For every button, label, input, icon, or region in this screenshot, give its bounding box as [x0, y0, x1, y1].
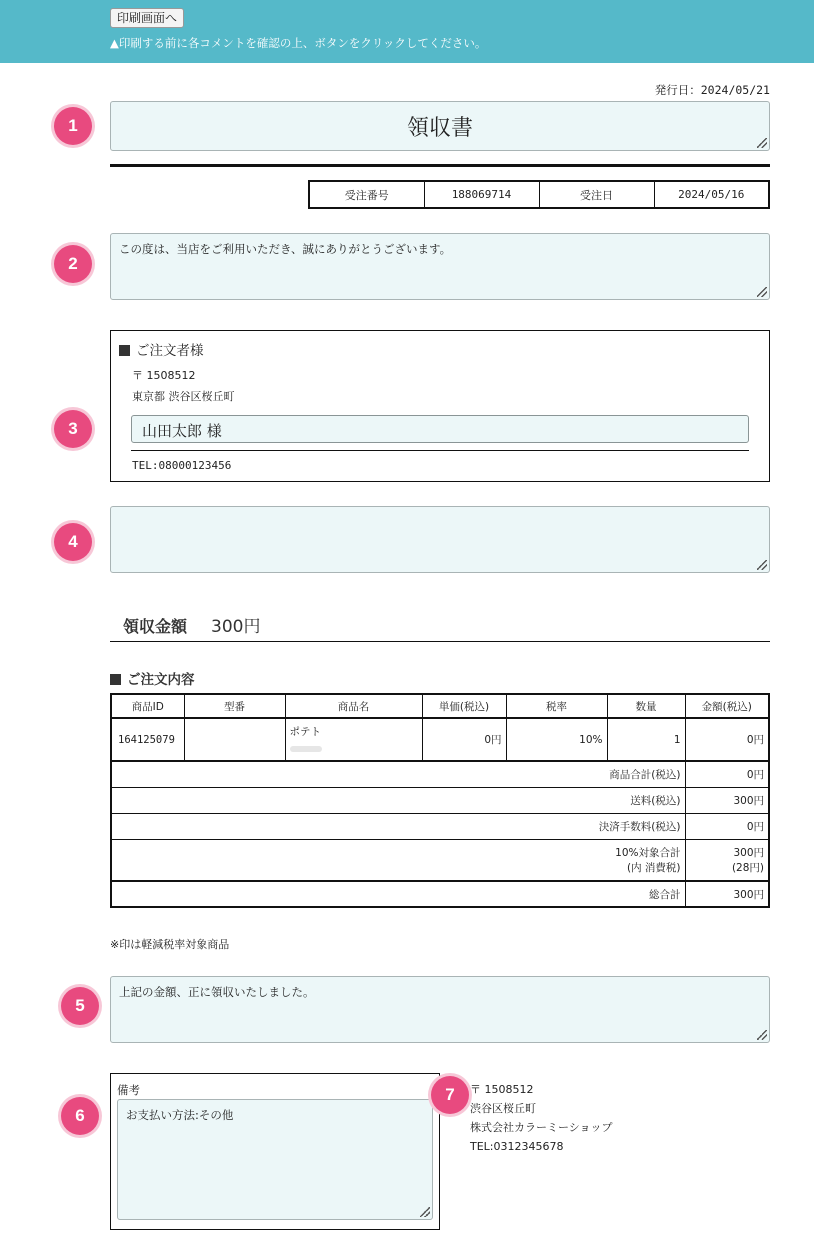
item-name: ポテト	[289, 726, 321, 738]
title-divider	[110, 164, 770, 167]
comment-textarea[interactable]	[110, 506, 770, 573]
memo-text: お支払い方法:その他	[126, 1108, 234, 1122]
fee-row	[111, 813, 769, 839]
print-screen-button[interactable]: 印刷画面へ	[110, 8, 184, 28]
shipping-row	[111, 787, 769, 813]
item-tax-rate: 10%	[506, 718, 607, 761]
memo-textarea[interactable]	[117, 1099, 433, 1220]
resize-grip-icon[interactable]	[757, 287, 767, 297]
tax-label-cell	[111, 839, 685, 881]
order-date-label: 受注日	[539, 181, 654, 208]
col-header-tax-rate: 税率	[506, 694, 607, 718]
print-notice: ▲印刷する前に各コメントを確認の上、ボタンをクリックしてください。	[110, 36, 487, 50]
col-header-unit-price: 単価(税込)	[422, 694, 506, 718]
tax-total: 300円	[733, 846, 764, 859]
col-header-amount: 金額(税込)	[685, 694, 769, 718]
receipt-title: 領収書	[406, 116, 473, 141]
grand-total-value: 300円	[685, 881, 769, 907]
items-table	[110, 693, 770, 908]
customer-address: 東京都 渋谷区桜丘町	[132, 390, 235, 403]
customer-box	[110, 330, 770, 482]
col-header-model: 型番	[184, 694, 285, 718]
step-badge-5: 5	[61, 987, 99, 1025]
items-heading-text: ご注文内容	[127, 672, 195, 688]
col-header-id: 商品ID	[111, 694, 184, 718]
grand-total-label: 総合計	[111, 881, 685, 907]
shop-name: 株式会社カラーミーショップ	[470, 1121, 613, 1134]
amount-label: 領収金額	[123, 617, 188, 636]
customer-name-field[interactable]: 山田太郎 様	[131, 415, 749, 443]
step-badge-4: 4	[54, 523, 92, 561]
order-date: 2024/05/16	[654, 181, 769, 208]
item-model	[184, 718, 285, 761]
tax-label: 10%対象合計	[615, 846, 681, 859]
received-textarea[interactable]	[110, 976, 770, 1043]
shop-address: 渋谷区桜丘町	[470, 1102, 536, 1115]
tax-amount: (28円)	[731, 861, 764, 874]
step-badge-1: 1	[54, 107, 92, 145]
step-badge-6: 6	[61, 1097, 99, 1135]
shop-tel: TEL:0312345678	[470, 1140, 564, 1153]
order-number: 188069714	[424, 181, 539, 208]
step-badge-3: 3	[54, 410, 92, 448]
amount-value: 300円	[211, 617, 261, 637]
square-bullet-icon	[119, 345, 130, 356]
order-number-label: 受注番号	[309, 181, 424, 208]
subtotal-label: 商品合計(税込)	[111, 761, 685, 787]
col-header-qty: 数量	[607, 694, 685, 718]
tax-value-cell	[685, 839, 769, 881]
item-amount: 0円	[685, 718, 769, 761]
item-name-cell	[285, 718, 422, 761]
issue-date: 発行日：2024/05/21	[654, 83, 770, 97]
top-bar	[0, 0, 814, 63]
subtotal-row	[111, 761, 769, 787]
memo-box	[110, 1073, 440, 1230]
greeting-text: この度は、当店をご利用いただき、誠にありがとうございます。	[119, 242, 452, 256]
subtotal-value: 0円	[685, 761, 769, 787]
received-text: 上記の金額、正に領収いたしました。	[119, 985, 315, 999]
item-id: 164125079	[111, 718, 184, 761]
memo-label: 備考	[117, 1083, 140, 1097]
customer-tel: TEL:08000123456	[132, 459, 232, 472]
grand-total-row	[111, 881, 769, 907]
shop-zip: 〒 1508512	[470, 1083, 534, 1096]
tax-sub-label: (内 消費税)	[626, 861, 681, 874]
customer-heading	[119, 339, 204, 359]
customer-heading-text: ご注文者様	[136, 343, 204, 359]
amount-divider	[110, 641, 770, 642]
resize-grip-icon[interactable]	[757, 560, 767, 570]
items-heading	[110, 668, 195, 688]
shop-info	[470, 1080, 613, 1156]
fee-label: 決済手数料(税込)	[111, 813, 685, 839]
square-bullet-icon	[110, 674, 121, 685]
resize-grip-icon[interactable]	[420, 1207, 430, 1217]
col-header-name: 商品名	[285, 694, 422, 718]
step-badge-2: 2	[54, 245, 92, 283]
customer-zip: 〒 1508512	[132, 369, 196, 382]
shipping-label: 送料(税込)	[111, 787, 685, 813]
order-info-table	[308, 180, 770, 209]
item-option-blur	[290, 746, 322, 752]
resize-grip-icon[interactable]	[757, 1030, 767, 1040]
resize-grip-icon[interactable]	[757, 138, 767, 148]
receipt-amount	[123, 612, 260, 637]
item-unit-price: 0円	[422, 718, 506, 761]
title-textarea[interactable]	[110, 101, 770, 151]
greeting-textarea[interactable]	[110, 233, 770, 300]
shipping-value: 300円	[685, 787, 769, 813]
fee-value: 0円	[685, 813, 769, 839]
item-qty: 1	[607, 718, 685, 761]
tax-row	[111, 839, 769, 881]
customer-divider	[131, 450, 749, 451]
reduced-tax-note: ※印は軽減税率対象商品	[110, 938, 230, 951]
table-row	[111, 718, 769, 761]
step-badge-7: 7	[431, 1076, 469, 1114]
